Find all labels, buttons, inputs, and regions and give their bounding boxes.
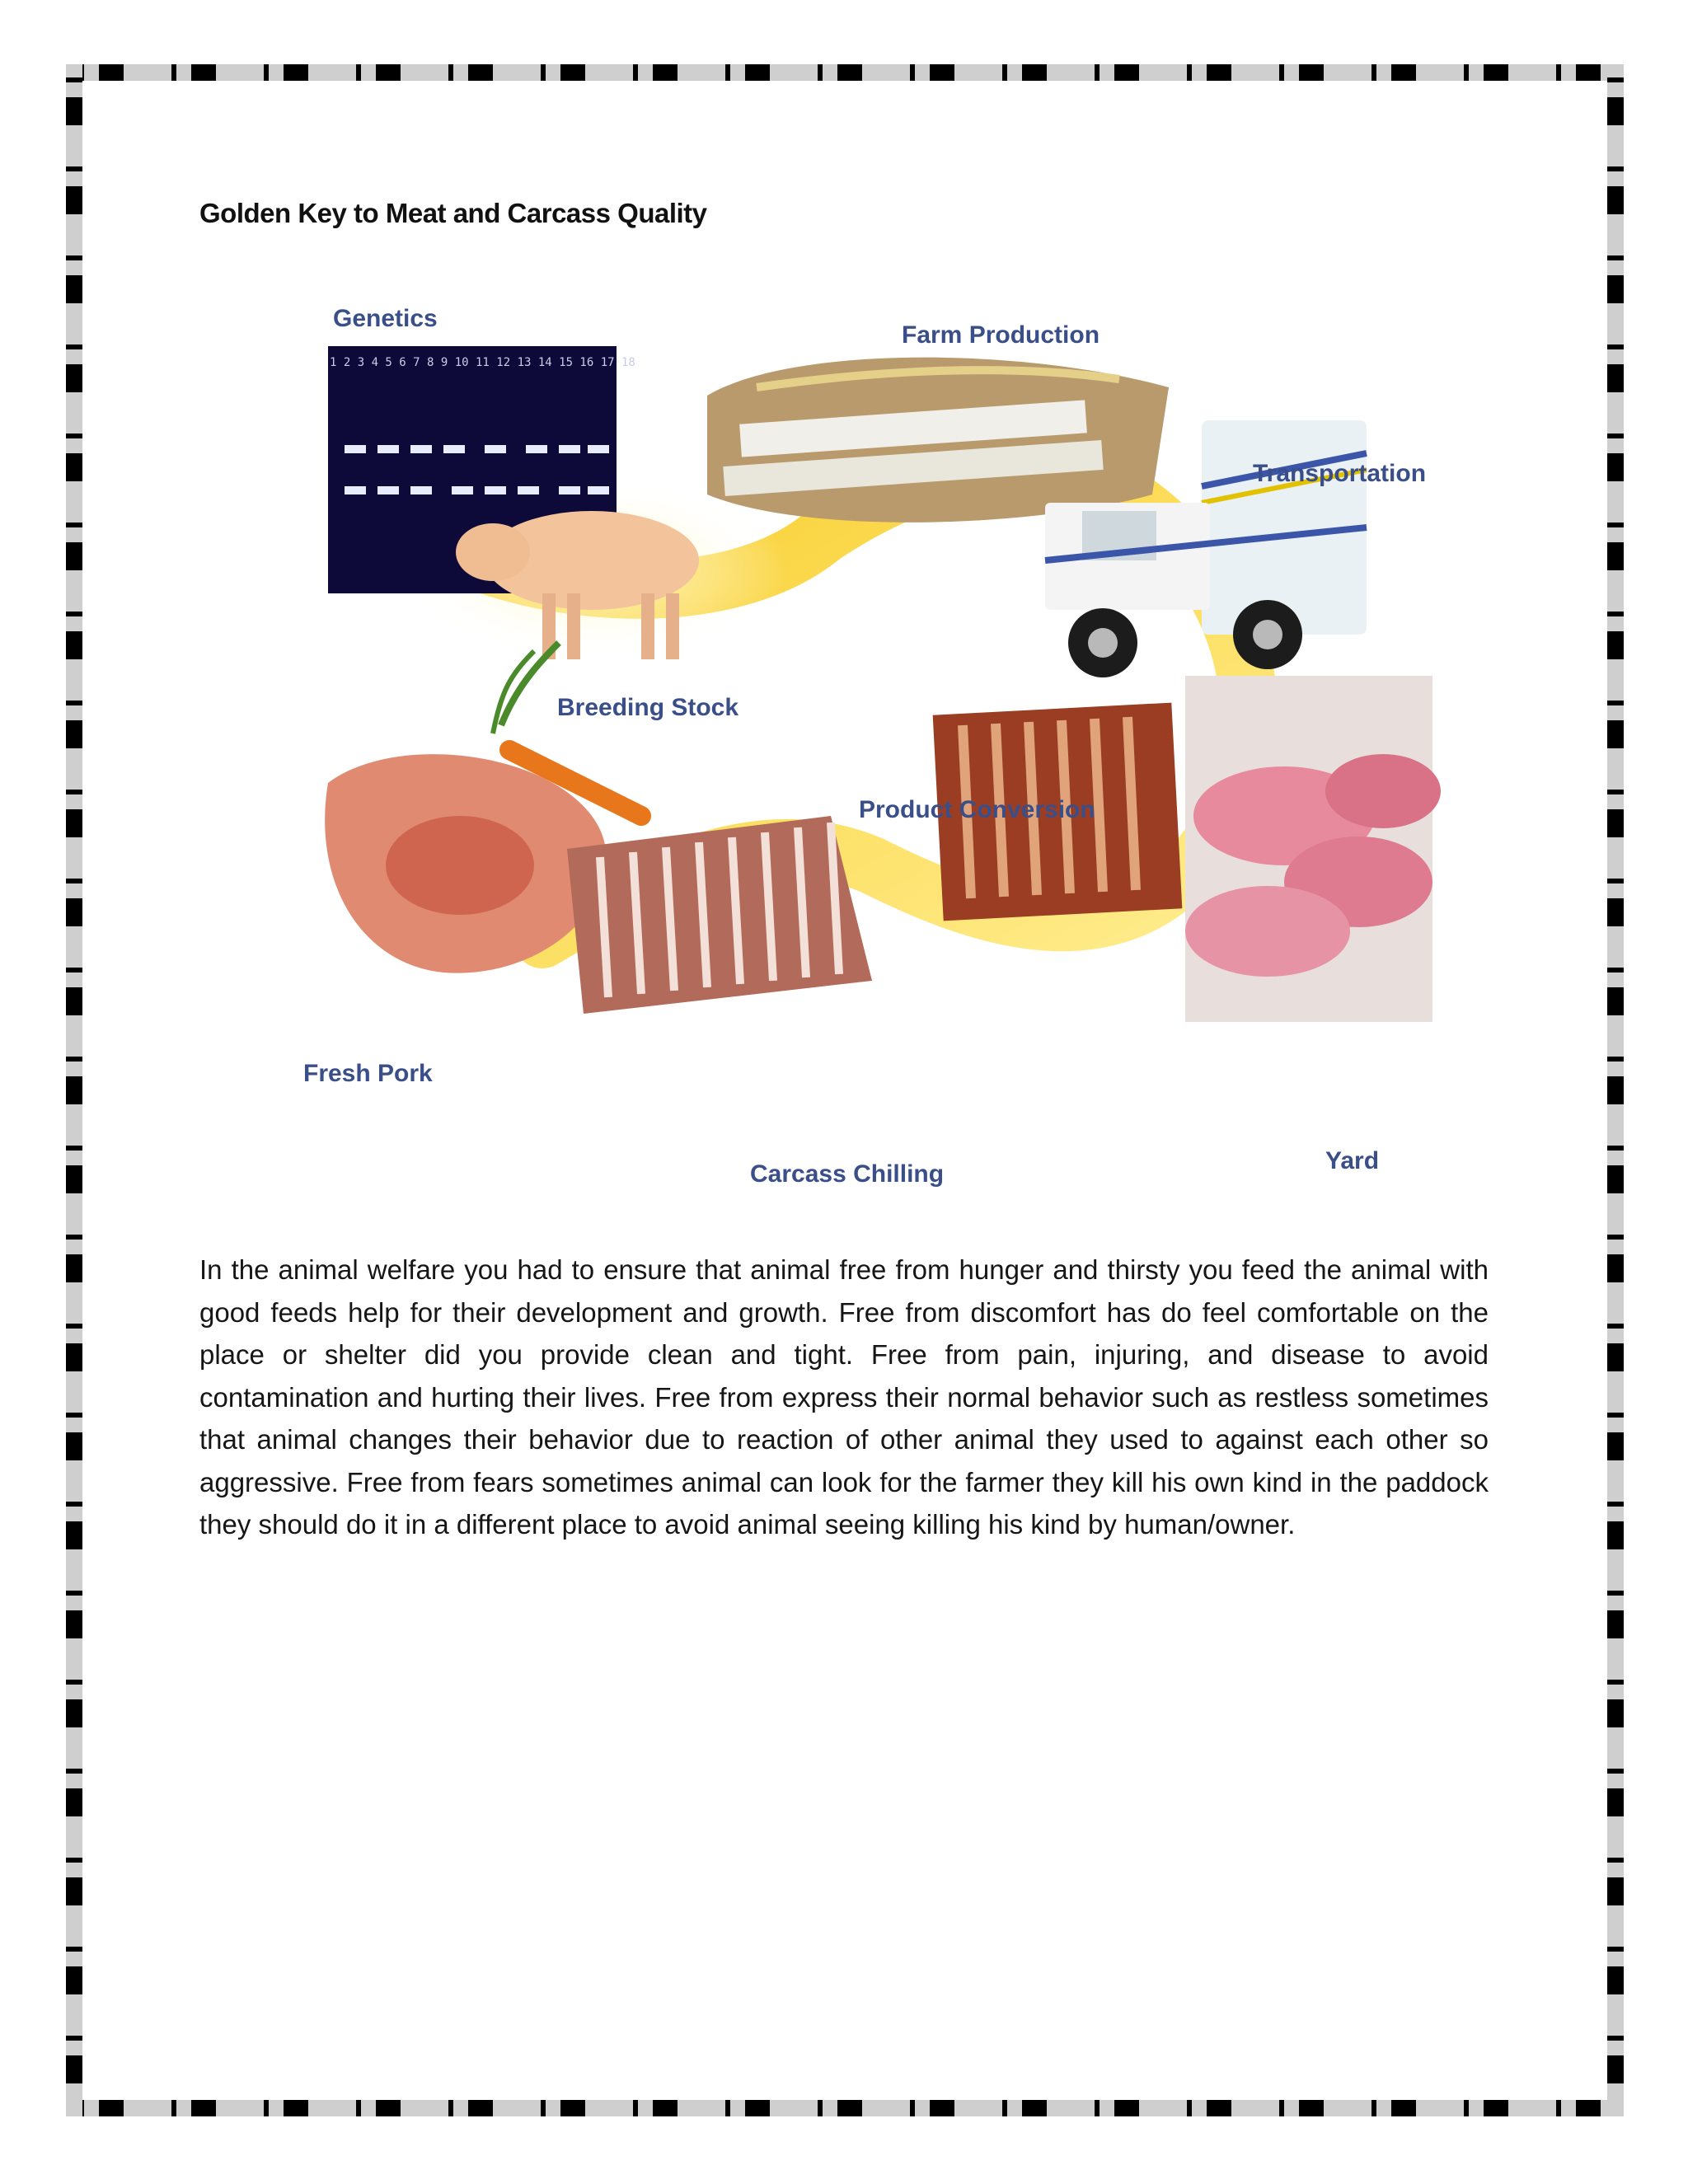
border-bottom: [66, 2100, 1624, 2116]
gel-lane-numbers: 1 2 3 4 5 6 7 8 9 10 11 12 13 14 15 16 17 18: [330, 356, 635, 369]
body-paragraph: In the animal welfare you had to ensure that animal free from hunger and thirsty you feed the animal with good feeds help for their development and growth. Free from discomfort has do feel comfortable on the place or shelter did you provide clean and tight. Free from pain, injuring, and disease to avoid contamination and hurting their lives. Free from express their normal behavior such as restless sometimes that animal changes their behavior due to reaction of other animal they used to against each other so aggressive. Free from fears sometimes animal can look for the farmer they kill his own kind in the paddock they should do it in a different place to avoid animal seeing killing his kind by human/owner.: [199, 1254, 1489, 1540]
document-header: [199, 198, 1489, 229]
label-carcass-chilling: Carcass Chilling: [750, 1160, 945, 1188]
figure-illustration: [295, 288, 1442, 1195]
label-farm-production: Farm Production: [902, 321, 1100, 349]
label-fresh-pork: Fresh Pork: [303, 1060, 433, 1087]
label-yard: Yard: [1325, 1147, 1380, 1174]
border-right: [1607, 64, 1624, 2116]
farm-production-image: [707, 358, 1169, 523]
carcass-chilling-image: [567, 816, 872, 1014]
meat-quality-figure: [295, 288, 1442, 1195]
label-product-conversion: Product Conversion: [859, 796, 1095, 823]
yard-pigs-image: [1185, 676, 1441, 1022]
document-title: Golden Key to Meat and Carcass Quality: [199, 198, 707, 228]
label-breeding-stock: Breeding Stock: [557, 694, 739, 721]
border-left: [66, 64, 82, 2116]
label-genetics: Genetics: [333, 305, 438, 332]
border-top: [66, 64, 1624, 81]
label-transportation: Transportation: [1253, 460, 1427, 487]
